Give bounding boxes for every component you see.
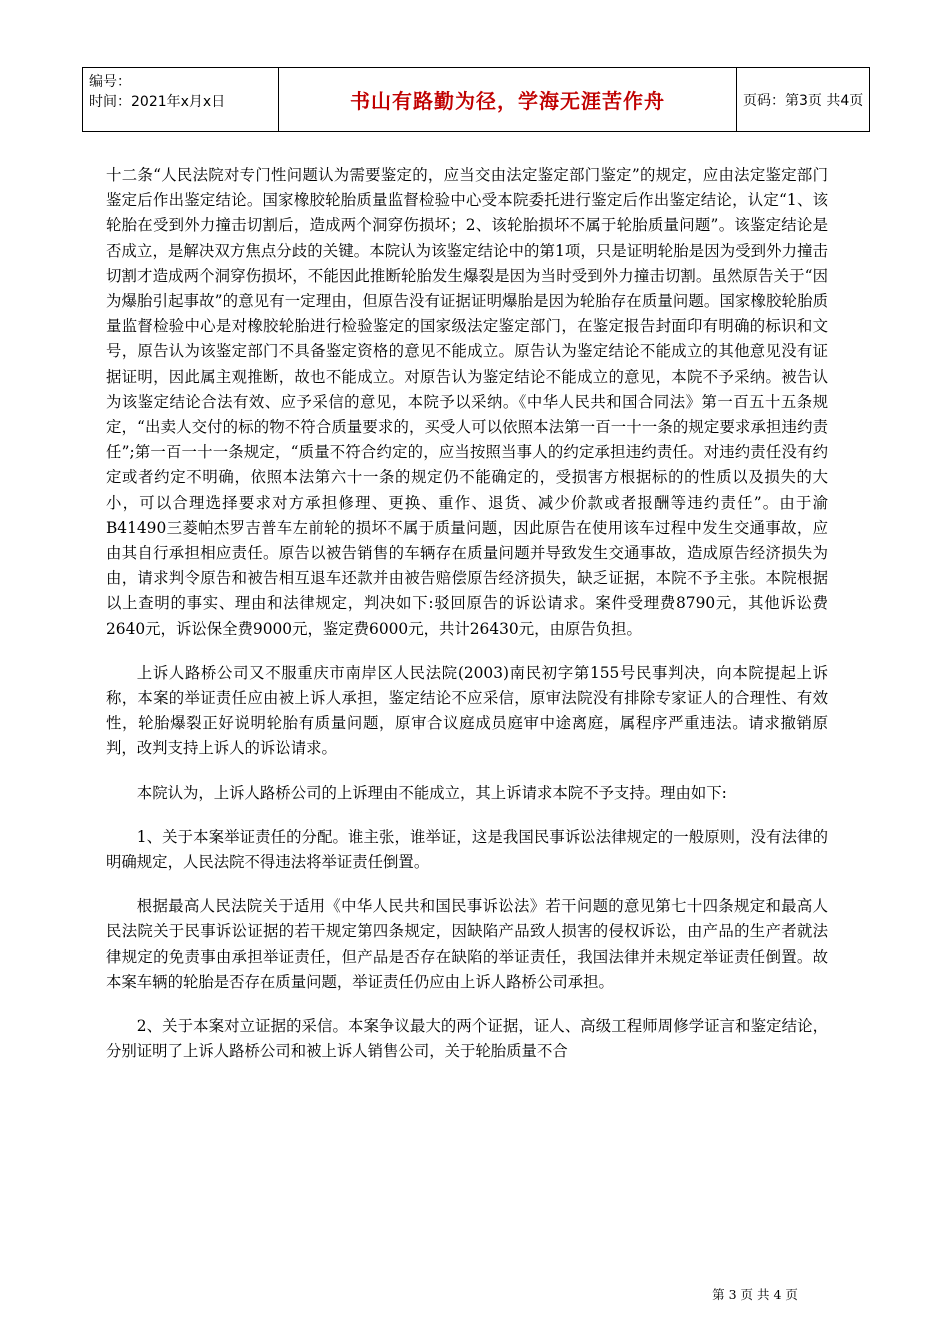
header-motto-cell [279,68,737,131]
header-meta [83,68,279,131]
document-time-label: 时间：2021年x月x日 [89,94,226,110]
document-number-label: 编号： [89,74,131,90]
header-motto: 书山有路勤为径，学海无涯苦作舟 [350,89,665,113]
page-header [82,67,870,132]
header-page-label: 页码：第3页 共4页 [743,92,864,109]
header-page-cell [737,68,869,131]
document-body [106,163,828,1084]
body-paragraph: 本院认为，上诉人路桥公司的上诉理由不能成立，其上诉请求本院不予支持。理由如下: [136,783,727,802]
footer-page-number: 第 3 页 共 4 页 [712,1287,798,1302]
body-paragraph: 上诉人路桥公司又不服重庆市南岸区人民法院(2003)南民初字第155号民事判决，向本院提起上诉称，本案的举证责任应由被上诉人承担，鉴定结论不应采信，原审法院没有排除专家证人的合理性、有效性，轮胎爆裂正好说明轮胎有质量问题，原审合议庭成员庭审中途离庭，属程序严重违法。请求撤销原判，改判支持上诉人的诉讼请求。 [106,663,828,758]
body-paragraph: 1、关于本案举证责任的分配。谁主张，谁举证，这是我国民事诉讼法律规定的一般原则，没有法律的明确规定，人民法院不得违法将举证责任倒置。 [106,827,828,872]
page-footer [0,1285,950,1303]
body-paragraph: 2、关于本案对立证据的采信。本案争议最大的两个证据，证人、高级工程师周修学证言和鉴定结论，分别证明了上诉人路桥公司和被上诉人销售公司，关于轮胎质量不合 [106,1017,828,1061]
body-paragraph: 十二条“人民法院对专门性问题认为需要鉴定的，应当交由法定鉴定部门鉴定”的规定，应由法定鉴定部门鉴定后作出鉴定结论。国家橡胶轮胎质量监督检验中心受本院委托进行鉴定后作出鉴定结论，认定“1、该轮胎在受到外力撞击切割后，造成两个洞穿伤损坏；2、该轮胎损坏不属于轮胎质量问题”。该鉴定结论是否成立，是解决双方焦点分歧的关键。本院认为该鉴定结论中的第1项，只是证明轮胎是因为受到外力撞击切割才造成两个洞穿伤损坏，不能因此推断轮胎发生爆裂是因为当时受到外力撞击切割。虽然原告关于“因为爆胎引起事故”的意见有一定理由，但原告没有证据证明爆胎是因为轮胎存在质量问题。国家橡胶轮胎质量监督检验中心是对橡胶轮胎进行检验鉴定的国家级法定鉴定部门，在鉴定报告封面印有明确的标识和文号，原告认为该鉴定部门不具备鉴定资格的意见不能成立。原告认为鉴定结论不能成立的其他意见没有证据证明，因此属主观推断，故也不能成立。对原告认为鉴定结论不能成立的意见，本院不予采纳。被告认为该鉴定结论合法有效、应予采信的意见，本院予以采纳。《中华人民共和国合同法》第一百五十五条规定，“出卖人交付的标的物不符合质量要求的，买受人可以依照本法第一百一十一条的规定要求承担违约责任”;第一百一十一条规定，“质量不符合约定的，应当按照当事人的约定承担违约责任。对违约责任没有约定或者约定不明确，依照本法第六十一条的规定仍不能确定的，受损害方根据标的的性质以及损失的大小，可以合理选择要求对方承担修理、更换、重作、退货、减少价款或者报酬等违约责任”。由于渝B41490三菱帕杰罗吉普车左前轮的损坏不属于质量问题，因此原告在使用该车过程中发生交通事故，应由其自行承担相应责任。原告以被告销售的车辆存在质量问题并导致发生交通事故，造成原告经济损失为由，请求判令原告和被告相互退车还款并由被告赔偿原告经济损失，缺乏证据，本院不予主张。本院根据以上查明的事实、理由和法律规定，判决如下:驳回原告的诉讼请求。案件受理费8790元，其他诉讼费2640元，诉讼保全费9000元，鉴定费6000元，共计26430元，由原告负担。 [106,166,828,638]
body-paragraph: 根据最高人民法院关于适用《中华人民共和国民事诉讼法》若干问题的意见第七十四条规定和最高人民法院关于民事诉讼证据的若干规定第四条规定，因缺陷产品致人损害的侵权诉讼，由产品的生产者就法律规定的免责事由承担举证责任，但产品是否存在缺陷的举证责任，我国法律并未规定举证责任倒置。故本案车辆的轮胎是否存在质量问题，举证责任仍应由上诉人路桥公司承担。 [106,897,828,991]
